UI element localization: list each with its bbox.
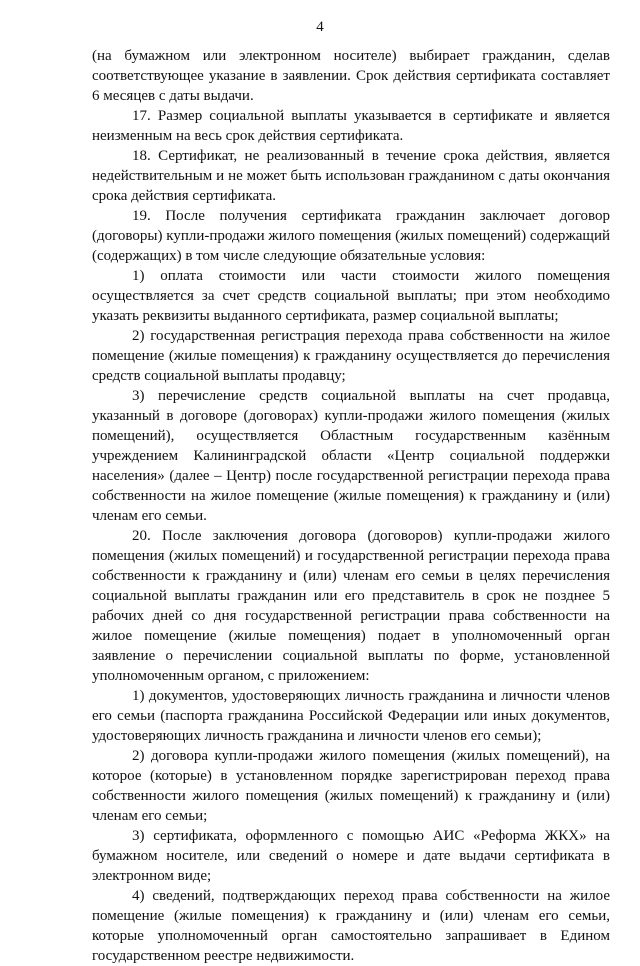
paragraph-19-item-3: 3) перечисление средств социальной выплаты на счет продавца, указанный в договоре (договорах) купли-продажи жилого помещения (жилых помещений), осуществляется Областным государственным казённым учреждением Калининградской области «Центр социальной поддержки населения» (далее – Центр) после государственной регистрации перехода права собственности на жилое помещение (жилые помещения) к гражданину и (или) членам его семьи. [92,388,610,524]
paragraph-17: 17. Размер социальной выплаты указывается в сертификате и является неизменным на весь срок действия сертификата. [92,108,610,144]
paragraph-20-item-1: 1) документов, удостоверяющих личность гражданина и личности членов его семьи (паспорта гражданина Российской Федерации или иных документов, удостоверяющих личность гражданина и личности членов его семьи); [92,688,610,744]
paragraph-18: 18. Сертификат, не реализованный в течение срока действия, является недействительным и не может быть использован гражданином с даты окончания срока действия сертификата. [92,148,610,204]
paragraph-20: 20. После заключения договора (договоров) купли-продажи жилого помещения (жилых помещений) и государственной регистрации перехода права собственности к гражданину и (или) членам его семьи в целях перечисления социальной выплаты гражданин или его представитель в срок не позднее 5 рабочих дней со дня государственной регистрации права собственности на жилое помещение (жилые помещения) подает в уполномоченный орган заявление о перечислении социальной выплаты по форме, установленной уполномоченным органом, с приложением: [92,528,610,684]
paragraph-20-item-3: 3) сертификата, оформленного с помощью АИС «Реформа ЖКХ» на бумажном носителе, или сведений о номере и дате выдачи сертификата в электронном виде; [92,828,610,884]
paragraph-continuation: (на бумажном или электронном носителе) выбирает гражданин, сделав соответствующее указание в заявлении. Срок действия сертификата составляет 6 месяцев с даты выдачи. [92,48,610,104]
page-number: 4 [316,19,324,35]
paragraph-20-item-2: 2) договора купли-продажи жилого помещения (жилых помещений), на которое (которые) в установленном порядке зарегистрирован переход права собственности жилого помещения (жилых помещений) к гражданину и (или) членам его семьи; [92,748,610,824]
paragraph-19-item-2: 2) государственная регистрация перехода права собственности на жилое помещение (жилые помещения) к гражданину осуществляется до перечисления средств социальной выплаты продавцу; [92,328,610,384]
document-body [92,46,610,966]
paragraph-20-item-4: 4) сведений, подтверждающих переход права собственности на жилое помещение (жилые помещения) к гражданину и (или) членам его семьи, которые уполномоченный орган самостоятельно запрашивает в Едином государственном реестре недвижимости. [92,888,610,964]
paragraph-19-item-1: 1) оплата стоимости или части стоимости жилого помещения осуществляется за счет средств социальной выплаты; при этом необходимо указать реквизиты выданного сертификата, размер социальной выплаты; [92,268,610,324]
paragraph-19: 19. После получения сертификата гражданин заключает договор (договоры) купли-продажи жилого помещения (жилых помещений) содержащий (содержащих) в том числе следующие обязательные условия: [92,208,610,264]
